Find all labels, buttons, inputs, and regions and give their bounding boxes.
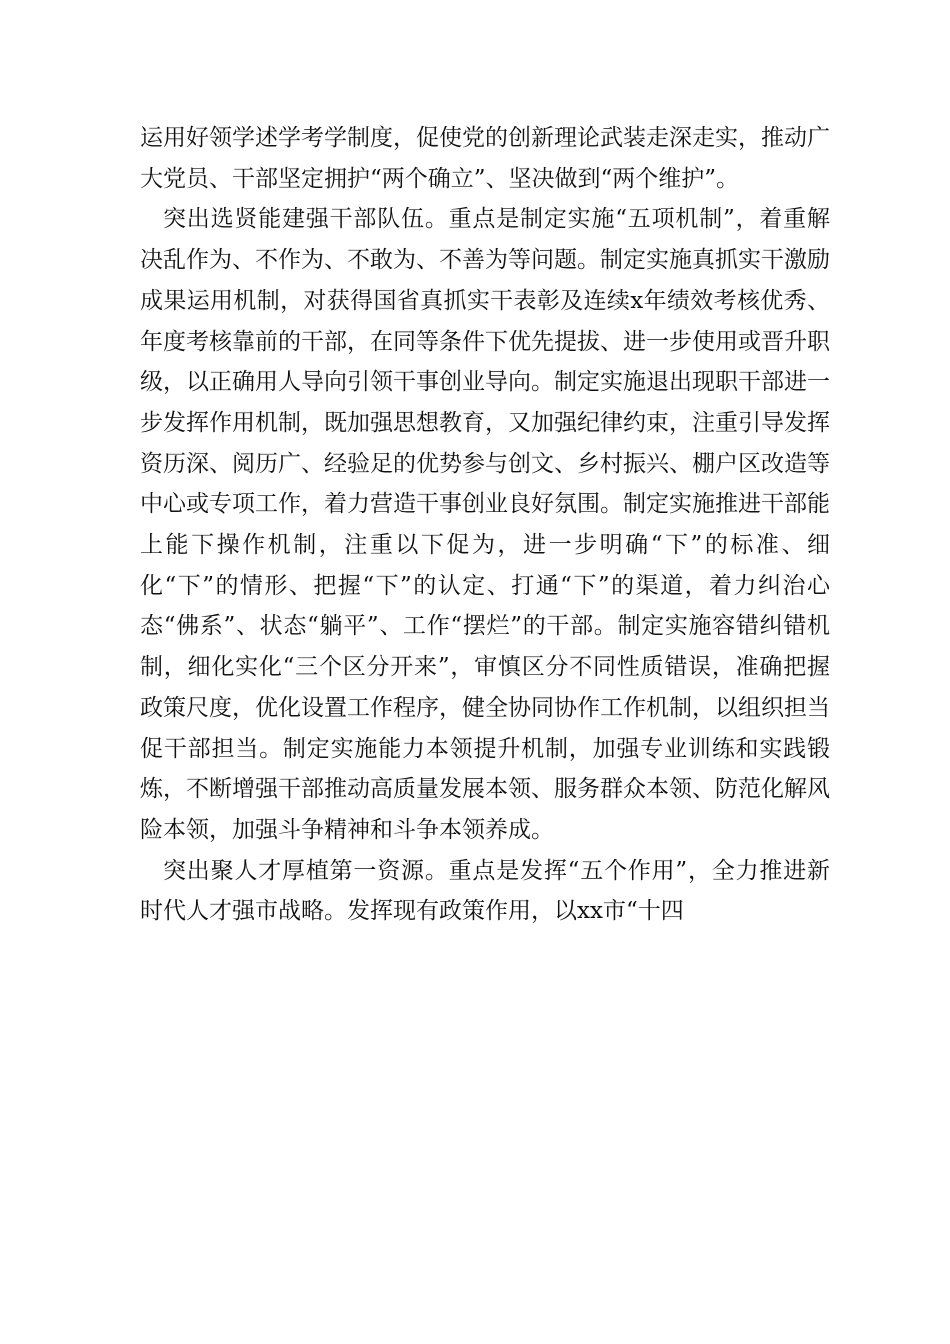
paragraph-cadre-team: 突出选贤能建强干部队伍。重点是制定实施“五项机制”，着重解决乱作为、不作为、不敢为、不善为等问题。制定实施真抓实干激励成果运用机制，对获得国省真抓实干表彰及连续x年绩效考核优秀、年度考核靠前的干部，在同等条件下优先提拔、进一步使用或晋升职级，以正确用人导向引领干事创业导向。制定实施退出现职干部进一步发挥作用机制，既加强思想教育，又加强纪律约束，注重引导发挥资历深、阅历广、经验足的优势参与创文、乡村振兴、棚户区改造等中心或专项工作，着力营造干事创业良好氛围。制定实施推进干部能上能下操作机制，注重以下促为，进一步明确“下”的标准、细化“下”的情形、把握“下”的认定、打通“下”的渠道，着力纠治心态“佛系”、状态“躺平”、工作“摆烂”的干部。制定实施容错纠错机制，细化实化“三个区分开来”，审慎区分不同性质错误，准确把握政策尺度，优化设置工作程序，健全协同协作工作机制，以组织担当促干部担当。制定实施能力本领提升机制，加强专业训练和实践锻炼，不断增强干部推动高质量发展本领、服务群众本领、防范化解风险本领，加强斗争精神和斗争本领养成。 xyxy=(140,206,830,843)
paragraph-continued: 运用好领学述学考学制度，促使党的创新理论武装走深走实，推动广大党员、干部坚定拥护“两个确立”、坚决做到“两个维护”。 xyxy=(140,125,830,192)
document-body xyxy=(140,118,830,932)
paragraph-talent: 突出聚人才厚植第一资源。重点是发挥“五个作用”，全力推进新时代人才强市战略。发挥现有政策作用，以xx市“十四 xyxy=(140,857,830,925)
